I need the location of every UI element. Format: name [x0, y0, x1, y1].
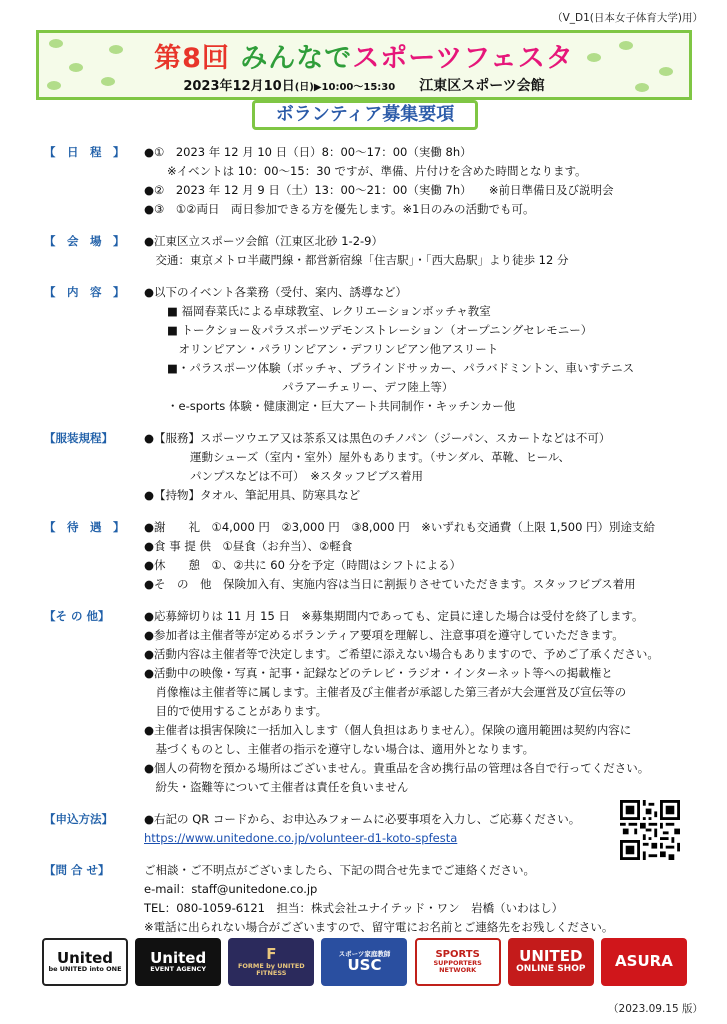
- section-content: [44, 283, 694, 416]
- banner-venue: 江東区スポーツ会館: [419, 78, 545, 94]
- section-label: 【 会 場 】: [44, 234, 125, 248]
- logo-forme: F FORME by UNITED FITNESS: [228, 938, 314, 986]
- sponsor-logos: [42, 938, 687, 988]
- section-line: ●【服務】スポーツウエア又は茶系又は黒色のチノパン（ジーパン、スカートなどは不可）: [144, 431, 611, 445]
- page-title: ボランティア募集要項: [252, 100, 478, 130]
- section-benefits: [44, 518, 694, 594]
- section-label: 【 内 容 】: [44, 285, 125, 299]
- section-line: ■・パラスポーツ体験（ボッチャ、ブラインドサッカー、パラバドミントン、車いすテニス: [144, 361, 635, 375]
- section-line: ■ トークショー＆パラスポーツデモンストレーション（オープニングセレモニー）: [144, 323, 593, 337]
- logo-sports-supporters-network: SPORTS SUPPORTERS NETWORK: [415, 938, 501, 986]
- banner-time: ▶10:00～15:30: [313, 82, 396, 93]
- section-line: ●主催者は損害保険に一括加入します（個人負担はありません）。保険の適用範囲は契約内容に: [144, 723, 632, 737]
- section-label: 【服装規程】: [44, 431, 113, 445]
- section-line: ※イベントは 10：00～15：30 ですが、準備、片付けを含めた時間となります。: [144, 164, 587, 178]
- section-line: 目的で使用することがあります。: [144, 704, 328, 718]
- qr-code-icon[interactable]: [620, 800, 680, 860]
- section-line: ●② 2023 年 12 月 9 日（土）13：00～21：00（実働 7h） ※前日準備日及び説明会: [144, 183, 614, 197]
- section-label: 【問 合 せ】: [44, 863, 110, 877]
- section-label: 【 日 程 】: [44, 145, 125, 159]
- section-line: ●以下のイベント各業務（受付、案内、誘導など）: [144, 285, 408, 299]
- document-code: （V_D1(日本女子体育大学)用）: [552, 12, 703, 24]
- application-link[interactable]: https://www.unitedone.co.jp/volunteer-d1-koto-spfesta: [144, 831, 458, 845]
- banner-number: 8: [182, 43, 202, 74]
- section-line: ・e-sports 体験・健康測定・巨大アート共同制作・キッチンカー他: [144, 399, 516, 413]
- section-label: 【そ の 他】: [44, 609, 110, 623]
- section-line: ●休 憩 ①、②共に 60 分を予定（時間はシフトによる）: [144, 558, 462, 572]
- section-line: ●活動中の映像・写真・記事・記録などのテレビ・ラジオ・インターネット等への掲載権と: [144, 666, 613, 680]
- banner-date: 2023年12月10日: [183, 79, 295, 94]
- section-line: ●江東区立スポーツ会館（江東区北砂 1-2-9）: [144, 234, 383, 248]
- banner-date-line: [39, 75, 689, 95]
- sections: [44, 143, 694, 950]
- section-application: [44, 810, 694, 848]
- banner-day: (日): [294, 82, 314, 93]
- version-label: （2023.09.15 版）: [608, 1003, 703, 1015]
- section-line: ※電話に出られない場合がございますので、留守電にお名前とご連絡先をお残しください。: [144, 920, 614, 934]
- logo-united-online-shop: UNITED ONLINE SHOP: [508, 938, 594, 986]
- section-line: ●応募締切りは 11 月 15 日 ※募集期間内であっても、定員に達した場合は受付を終了します。: [144, 609, 644, 623]
- section-dress-code: [44, 429, 694, 505]
- section-line: 紛失・盗難等について主催者は責任を負いません: [144, 780, 409, 794]
- section-line: ●③ ①②両日 両日参加できる方を優先します。※1日のみの活動でも可。: [144, 202, 535, 216]
- banner-title: [39, 36, 689, 75]
- section-label: 【申込方法】: [44, 812, 113, 826]
- section-line: ●食 事 提 供 ①昼食（お弁当）、②軽食: [144, 539, 353, 553]
- section-line: ●活動内容は主催者等で決定します。ご希望に添えない場合もありますので、予めご了承ください。: [144, 647, 659, 661]
- section-line: ご相談・ご不明点がございましたら、下記の問合せ先までご連絡ください。: [144, 863, 535, 877]
- section-line: ●そ の 他 保険加入有、実施内容は当日に割振りさせていただきます。スタッフビブス着用: [144, 577, 636, 591]
- banner-title-a: みんなで: [240, 43, 353, 74]
- section-line: 肖像権は主催者等に属します。主催者及び主催者が承認した第三者が大会運営及び宣伝等の: [144, 685, 627, 699]
- section-line: パンプスなどは不可） ※スタッフビブス着用: [144, 469, 423, 483]
- logo-usc: スポーツ家庭教師 USC: [321, 938, 407, 986]
- section-venue: [44, 232, 694, 270]
- section-line: ●右記の QR コードから、お申込みフォームに必要事項を入力し、ご応募ください。: [144, 812, 581, 826]
- section-line: ●個人の荷物を預かる場所はございません。貴重品を含め携行品の管理は各自で行ってください。: [144, 761, 650, 775]
- section-other: [44, 607, 694, 797]
- section-line: オリンピアン・パラリンピアン・デフリンピアン他アスリート: [144, 342, 499, 356]
- banner-number-suffix: 回: [201, 43, 230, 74]
- logo-united: United be UNITED into ONE: [42, 938, 128, 986]
- section-line: 基づくものとし、主催者の指示を遵守しない場合は、適用外となります。: [144, 742, 535, 756]
- section-line: 運動シューズ（室内・室外）屋外もあります。（サンダル、革靴、ヒール、: [144, 450, 570, 464]
- section-label: 【 待 遇 】: [44, 520, 125, 534]
- section-line: ●① 2023 年 12 月 10 日（日）8：00～17：00（実働 8h）: [144, 145, 472, 159]
- logo-asura: ASURA: [601, 938, 687, 986]
- section-line: パラアーチェリー、デフ陸上等）: [144, 380, 454, 394]
- section-line: TEL：080-1059-6121 担当：株式会社ユナイテッド・ワン 岩橋（いわはし）: [144, 901, 564, 915]
- banner-title-b: スポーツフェスタ: [352, 43, 574, 74]
- section-line: ●【持物】タオル、筆記用具、防寒具など: [144, 488, 361, 502]
- section-line: 交通：東京メトロ半蔵門線・都営新宿線「住吉駅」・「西大島駅」より徒歩 12 分: [144, 253, 569, 267]
- section-contact: [44, 861, 694, 937]
- section-schedule: [44, 143, 694, 219]
- banner-number-prefix: 第: [154, 43, 183, 74]
- logo-united-event-agency: United EVENT AGENCY: [135, 938, 221, 986]
- event-banner: [36, 30, 692, 100]
- section-line: ■ 福岡春菜氏による卓球教室、レクリエーションボッチャ教室: [144, 304, 491, 318]
- section-line: ●参加者は主催者等が定めるボランティア要項を理解し、注意事項を遵守していただきます。: [144, 628, 624, 642]
- section-line: e-mail：staff@unitedone.co.jp: [144, 882, 318, 896]
- section-line: ●謝 礼 ①4,000 円 ②3,000 円 ③8,000 円 ※いずれも交通費（上限 1,500 円）別途支給: [144, 520, 656, 534]
